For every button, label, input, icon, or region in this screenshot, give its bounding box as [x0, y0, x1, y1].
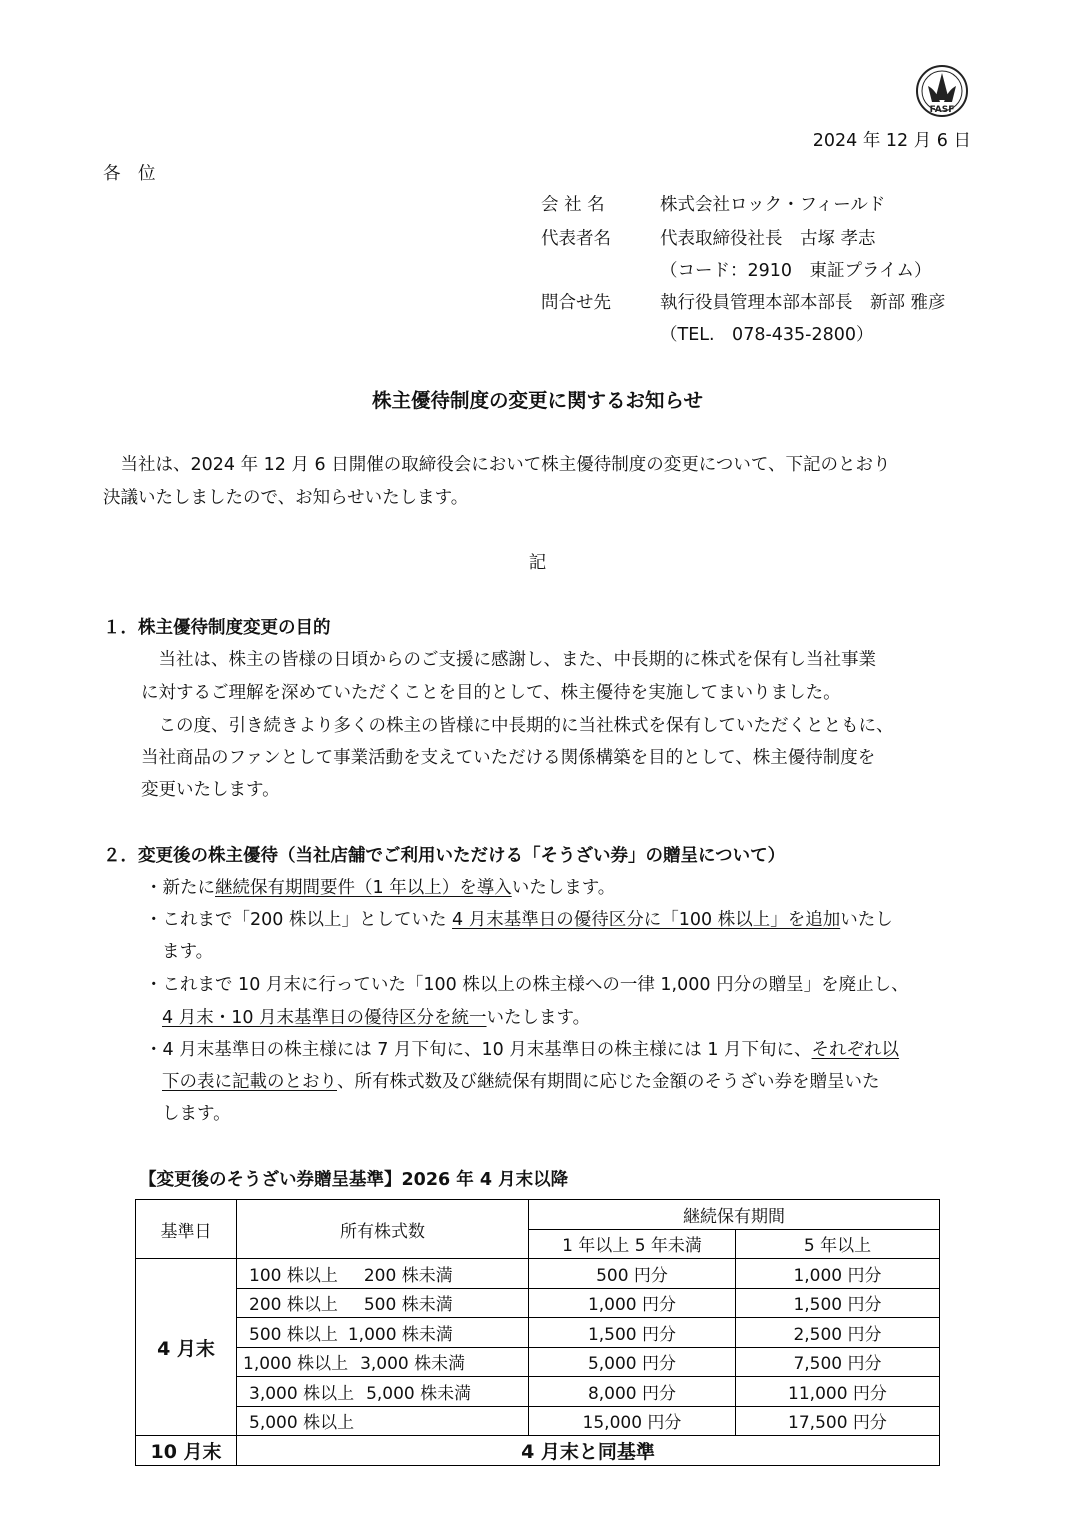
section1-line: この度、引き続きより多くの株主の皆様に中長期的に当社株式を保有していただくとともに、 [141, 716, 894, 736]
representative-label: 代表者名 [541, 229, 611, 249]
section1-line: 当社商品のファンとして事業活動を支えていただける関係構築を目的として、株主優待制度を [141, 748, 876, 768]
table-row [136, 1347, 940, 1377]
section2-heading: ２．変更後の株主優待（当社店舗でご利用いただける「そうざい券」の贈呈について） [103, 846, 786, 866]
contact-label: 問合せ先 [541, 293, 611, 313]
value-5plus: 1,000 円分 [736, 1259, 940, 1289]
shares-from: 200 株以上 [249, 1295, 338, 1316]
bullet-1-text: ・新たに [145, 878, 215, 898]
table-row [136, 1377, 940, 1407]
october-value: 4 月末と同基準 [237, 1436, 940, 1466]
bullet-4-cont: します。 [162, 1104, 231, 1124]
intro-line-1: 当社は、2024 年 12 月 6 日開催の取締役会において株主優待制度の変更について、下記のとおり [103, 455, 891, 475]
bullet-4-underlined: それぞれ以 [811, 1040, 900, 1060]
section1-line: 当社は、株主の皆様の日頃からのご支援に感謝し、また、中長期的に株式を保有し当社事業 [141, 650, 876, 670]
section1-heading: １．株主優待制度変更の目的 [103, 618, 331, 638]
header-period: 継続保有期間 [529, 1200, 940, 1230]
bullet-4-text: 、所有株式数及び継続保有期間に応じた金額のそうざい券を贈呈いた [337, 1072, 880, 1092]
table-row [136, 1259, 940, 1289]
company-label: 会 社 名 [541, 195, 605, 215]
bullet-2-cont: ます。 [162, 942, 214, 962]
april-label: 4 月末 [136, 1259, 237, 1436]
value-5plus: 17,500 円分 [736, 1406, 940, 1436]
header-period-1-5: 1 年以上 5 年未満 [529, 1229, 736, 1259]
section1-line: に対するご理解を深めていただくことを目的として、株主優待を実施してまいりました。 [141, 683, 841, 703]
bullet-4 [145, 1036, 899, 1061]
shares-range [237, 1406, 529, 1436]
bullet-1-underlined: 継続保有期間要件（1 年以上）を導入 [215, 878, 512, 898]
criteria-table [135, 1199, 940, 1466]
value-1-5: 5,000 円分 [529, 1347, 736, 1377]
contact-tel: （TEL. 078-435-2800） [660, 325, 874, 345]
intro-line-2: 決議いたしましたので、お知らせいたします。 [103, 488, 469, 508]
shares-range [237, 1347, 529, 1377]
ki-mark: 記 [528, 553, 547, 573]
shares-range [237, 1259, 529, 1289]
bullet-2-text: いたし [840, 910, 893, 930]
bullet-4-text: ・4 月末基準日の株主様には 7 月下旬に、10 月末基準日の株主様には 1 月下旬に、 [145, 1040, 812, 1060]
shares-from: 100 株以上 [249, 1265, 338, 1286]
shares-range [237, 1377, 529, 1407]
shares-from: 500 株以上 [249, 1324, 338, 1345]
page-title: 株主優待制度の変更に関するお知らせ [372, 389, 703, 412]
stock-code: （コード：2910 東証プライム） [660, 261, 932, 281]
shares-from: 5,000 株以上 [249, 1413, 355, 1434]
value-1-5: 1,500 円分 [529, 1318, 736, 1348]
logo-text: FASF [929, 105, 955, 115]
bullet-3-text: いたします。 [486, 1008, 591, 1028]
value-1-5: 500 円分 [529, 1259, 736, 1289]
table-header-row [136, 1200, 940, 1230]
shares-to: 200 株未満 [363, 1265, 453, 1286]
contact-value: 執行役員管理本部本部長 新部 雅彦 [660, 293, 946, 313]
shares-from: 1,000 株以上 [243, 1354, 349, 1375]
header-shares: 所有株式数 [237, 1200, 529, 1259]
value-1-5: 1,000 円分 [529, 1288, 736, 1318]
bullet-1-text: いたします。 [511, 878, 616, 898]
header-period-5plus: 5 年以上 [736, 1229, 940, 1259]
table-row [136, 1318, 940, 1348]
shares-from: 3,000 株以上 [249, 1383, 355, 1404]
section1-line: 変更いたします。 [141, 780, 280, 800]
document-date: 2024 年 12 月 6 日 [812, 131, 971, 151]
bullet-3: ・これまで 10 月末に行っていた「100 株以上の株主様への一律 1,000 円分の贈呈」を廃止し、 [145, 975, 909, 995]
bullet-1 [145, 874, 615, 899]
october-label: 10 月末 [136, 1436, 237, 1466]
bullet-2-underlined: 4 月末基準日の優待区分に「100 株以上」を追加 [452, 910, 841, 930]
bullet-4-underlined: 下の表に記載のとおり [162, 1072, 337, 1092]
table-row [136, 1436, 940, 1466]
value-5plus: 2,500 円分 [736, 1318, 940, 1348]
value-5plus: 11,000 円分 [736, 1377, 940, 1407]
table-caption: 【変更後のそうざい券贈呈基準】2026 年 4 月末以降 [139, 1170, 569, 1190]
representative-value: 代表取締役社長 古塚 孝志 [660, 229, 876, 249]
value-5plus: 7,500 円分 [736, 1347, 940, 1377]
value-1-5: 15,000 円分 [529, 1406, 736, 1436]
bullet-4-cont [162, 1068, 880, 1093]
bullet-2-text: ・これまで「200 株以上」としていた [145, 910, 453, 930]
value-5plus: 1,500 円分 [736, 1288, 940, 1318]
header-base-date: 基準日 [136, 1200, 237, 1259]
shares-range [237, 1318, 529, 1348]
fasf-logo [914, 64, 970, 118]
shares-to: 3,000 株未満 [360, 1354, 466, 1375]
value-1-5: 8,000 円分 [529, 1377, 736, 1407]
company-value: 株式会社ロック・フィールド [660, 195, 886, 215]
addressee: 各 位 [103, 164, 156, 184]
table-row [136, 1406, 940, 1436]
shares-to: 500 株未満 [363, 1295, 453, 1316]
bullet-3-cont [162, 1004, 590, 1029]
table-row [136, 1288, 940, 1318]
bullet-2 [145, 906, 893, 931]
shares-to: 1,000 株未満 [347, 1324, 453, 1345]
shares-range [237, 1288, 529, 1318]
bullet-3-underlined: 4 月末・10 月末基準日の優待区分を統一 [162, 1008, 487, 1028]
shares-to: 5,000 株未満 [366, 1383, 472, 1404]
